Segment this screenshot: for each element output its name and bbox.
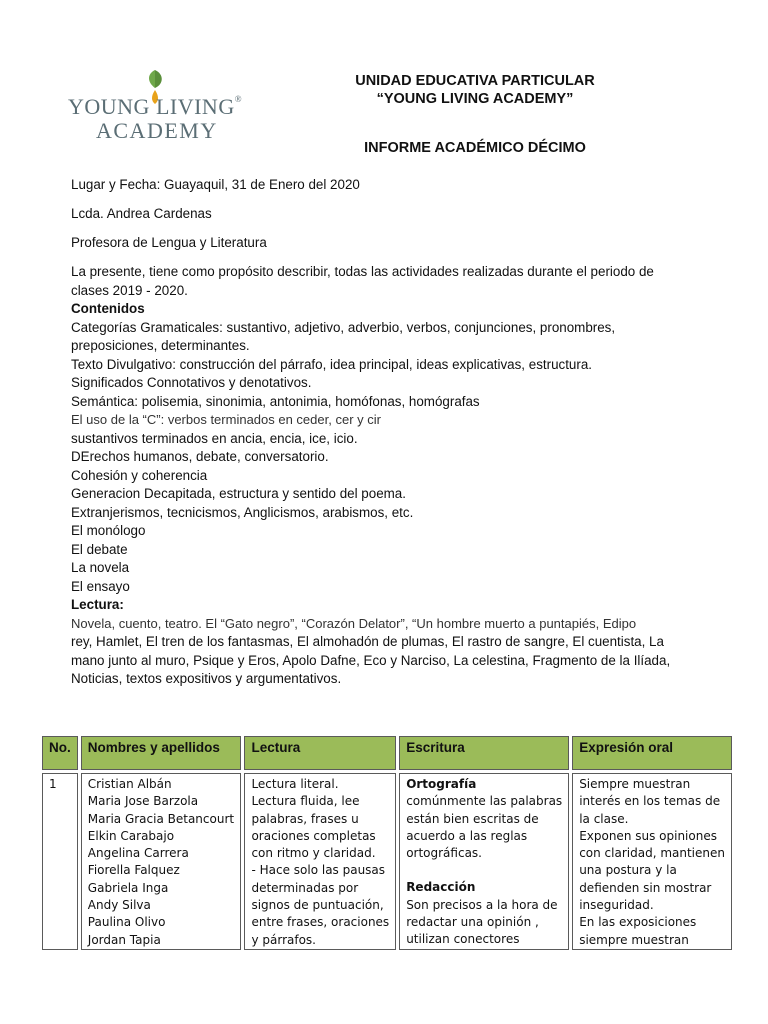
contents-item: El uso de la “C”: verbos terminados en ceder, cer y cir [71, 412, 381, 427]
reading-text: determinadas por [251, 880, 359, 895]
contents-item: La novela [71, 560, 130, 575]
writing-cell [399, 773, 569, 950]
reading-text: Lectura fluida, lee [251, 794, 360, 809]
column-header-reading: Lectura [244, 736, 396, 770]
reading-text: palabras, frases u [251, 811, 359, 826]
spacer [406, 862, 562, 879]
contents-item: El debate [71, 541, 128, 557]
oral-text: la clase. [579, 811, 629, 826]
oral-text: defienden sin mostrar [579, 880, 712, 895]
contents-item: Significados Connotativos y denotativos. [71, 375, 312, 390]
student-name: Andy Silva [87, 898, 151, 913]
oral-text: Exponen sus opiniones [579, 828, 717, 843]
report-title: INFORME ACADÉMICO DÉCIMO [364, 140, 586, 156]
reading-line: Novela, cuento, teatro. El “Gato negro”, “Corazón Delator”, “Un hombre muerto a puntapiés, Edipo [71, 615, 637, 631]
writing-text: utilizan conectores [406, 932, 520, 947]
student-name: Gabriela Inga [87, 880, 169, 895]
column-header-no: No. [42, 736, 78, 770]
writing-text: están bien escritas de [406, 811, 539, 826]
reading-text: signos de puntuación, [251, 898, 384, 913]
column-header-oral: Expresión oral [572, 736, 732, 770]
teacher-role: Profesora de Lengua y Literatura [71, 235, 267, 250]
contents-item: Cohesión y coherencia [71, 467, 208, 483]
student-name: Elkin Carabajo [87, 828, 175, 843]
column-header-names: Nombres y apellidos [81, 736, 242, 770]
contents-item: Categorías Gramaticales: sustantivo, adjetivo, adverbio, verbos, conjunciones, pronombres, [71, 319, 616, 335]
contents-item: Texto Divulgativo: construcción del párrafo, idea principal, ideas explicativas, estructura. [71, 356, 593, 372]
purpose-line: clases 2019 - 2020. [71, 282, 188, 298]
contents-item: preposiciones, determinantes. [71, 338, 250, 353]
reading-text: con ritmo y claridad. [251, 846, 376, 861]
writing-text: redactar una opinión , [406, 915, 539, 930]
student-name: Maria Gracia Betancourt [87, 811, 235, 826]
oral-text: Siempre muestran [579, 777, 691, 791]
teacher-name: Lcda. Andrea Cardenas [71, 206, 212, 221]
student-names-cell [81, 773, 242, 950]
evaluation-table [39, 733, 735, 953]
document-header [250, 72, 700, 108]
writing-text: ortográficas. [406, 846, 482, 861]
contents-heading: Contenidos [71, 301, 145, 316]
reading-text: entre frases, oraciones [251, 915, 390, 930]
reading-line: rey, Hamlet, El tren de los fantasmas, El almohadón de plumas, El rastro de sangre, El cuentista, La [71, 634, 664, 649]
student-name: Angelina Carrera [87, 846, 189, 861]
table-row [42, 773, 732, 950]
writing-text: comúnmente las palabras [406, 794, 563, 809]
student-name: Cristian Albán [87, 777, 172, 791]
student-name: Jordan Tapia [87, 932, 161, 947]
column-header-writing: Escritura [399, 736, 569, 770]
writing-text: acuerdo a las reglas [406, 828, 528, 843]
academy-name: “YOUNG LIVING ACADEMY” [376, 91, 574, 107]
oral-expression-cell [572, 773, 732, 950]
contents-item: DErechos humanos, debate, conversatorio. [71, 449, 329, 464]
oral-text: En las exposiciones [579, 915, 697, 930]
reading-line: Noticias, textos expositivos y argumentativos. [71, 671, 342, 686]
table-header-row [42, 736, 732, 770]
contents-item: Semántica: polisemia, sinonimia, antonimia, homófonas, homógrafas [71, 393, 480, 409]
purpose-line: La presente, tiene como propósito describir, todas las actividades realizadas durante el periodo de [71, 264, 654, 279]
contents-item: El ensayo [71, 578, 130, 594]
reading-cell [244, 773, 396, 950]
contents-item: Extranjerismos, tecnicismos, Anglicismos, arabismos, etc. [71, 504, 414, 520]
contents-item: El monólogo [71, 523, 146, 538]
reading-text: oraciones completas [251, 828, 376, 843]
contents-item: Generacion Decapitada, estructura y sentido del poema. [71, 486, 406, 501]
reading-text: - Hace solo las pausas [251, 863, 386, 878]
orthography-heading: Ortografía [406, 777, 477, 791]
redaction-heading: Redacción [406, 880, 476, 895]
student-name: Fiorella Falquez [87, 863, 180, 878]
row-number: 1 [42, 773, 78, 950]
writing-text: Son precisos a la hora de [406, 897, 558, 912]
logo-wordmark-top: YOUNG LIVING® [68, 94, 243, 119]
main-content [71, 263, 721, 689]
place-date: Lugar y Fecha: Guayaquil, 31 de Enero del 2020 [71, 177, 360, 192]
reading-line: mano junto al muro, Psique y Eros, Apolo Dafne, Eco y Narciso, La celestina, Fragmento de la Ilíada, [71, 652, 671, 668]
oral-text: con claridad, mantienen [579, 846, 725, 861]
student-name: Maria Jose Barzola [87, 794, 199, 809]
oral-text: interés en los temas de [579, 794, 721, 809]
contents-item: sustantivos terminados en ancia, encia, ice, icio. [71, 430, 358, 446]
student-name: Paulina Olivo [87, 915, 166, 930]
reading-text: Lectura literal. [251, 777, 339, 791]
oral-text: inseguridad. [579, 898, 654, 913]
reading-text: y párrafos. [251, 932, 316, 947]
institution-name: UNIDAD EDUCATIVA PARTICULAR [355, 73, 595, 89]
logo-wordmark-bottom: ACADEMY [96, 118, 218, 143]
academy-logo [62, 68, 252, 148]
reading-heading: Lectura: [71, 597, 124, 612]
oral-text: una postura y la [579, 863, 677, 878]
oral-text: siempre muestran [579, 932, 689, 947]
